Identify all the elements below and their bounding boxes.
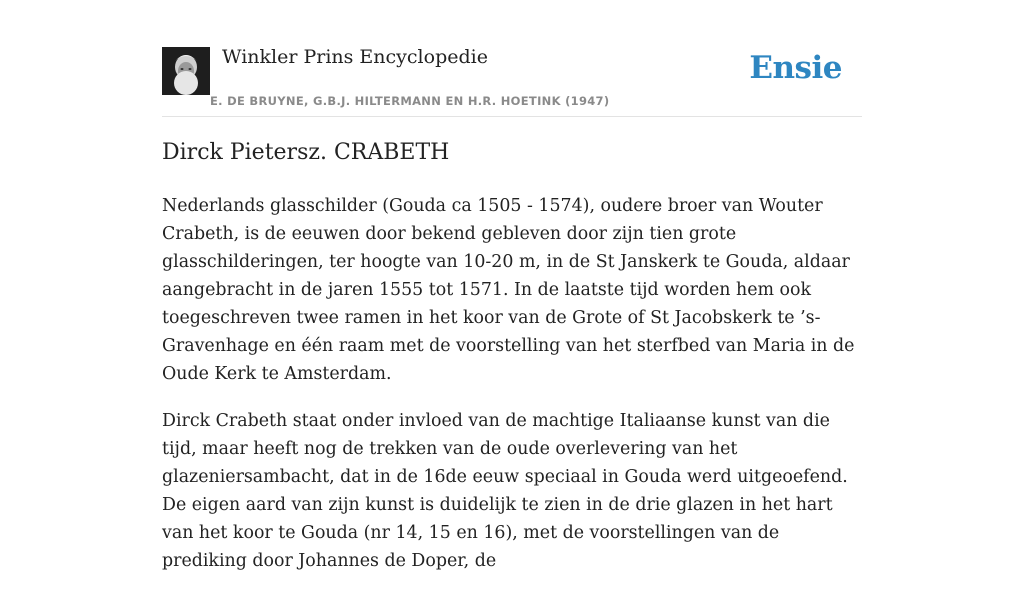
page bbox=[162, 0, 862, 571]
article-title: Dirck Pietersz. CRABETH bbox=[162, 140, 450, 165]
bearded-man-portrait-icon bbox=[162, 47, 210, 95]
header bbox=[162, 0, 862, 117]
article-paragraph: Nederlands glasschilder (Gouda ca 1505 - 1574), oudere broer van Wouter Crabeth, is de eeuwen door bekend gebleven door zijn tien grote glasschilderingen, ter hoogte van 10-20 m, in de St Janskerk te Gouda, aldaar aangebracht in de jaren 1555 tot 1571. In de laatste tijd worden hem ook toegeschreven twee ramen in het koor van de Grote of St Jacobskerk te ’s-Gravenhage en één raam met de voorstelling van het sterfbed van Maria in de Oude Kerk te Amsterdam. bbox=[162, 196, 855, 384]
author-avatar[interactable] bbox=[162, 47, 210, 95]
article-body bbox=[162, 192, 862, 594]
authors-line: E. DE BRUYNE, G.B.J. HILTERMANN EN H.R. HOETINK (1947) bbox=[210, 94, 610, 108]
encyclopedia-title[interactable]: Winkler Prins Encyclopedie bbox=[222, 46, 488, 68]
brand-logo-link[interactable]: Ensie bbox=[749, 50, 842, 86]
article-paragraph: Dirck Crabeth staat onder invloed van de machtige Italiaanse kunst van die tijd, maar heeft nog de trekken van de oude overlevering van het glazeniersambacht, dat in de 16de eeuw speciaal in Gouda werd uitgeoefend. De eigen aard van zijn kunst is duidelijk te zien in de drie glazen in het hart van het koor te Gouda (nr 14, 15 en 16), met de voorstellingen van de prediking door Johannes de Doper, de bbox=[162, 411, 848, 571]
